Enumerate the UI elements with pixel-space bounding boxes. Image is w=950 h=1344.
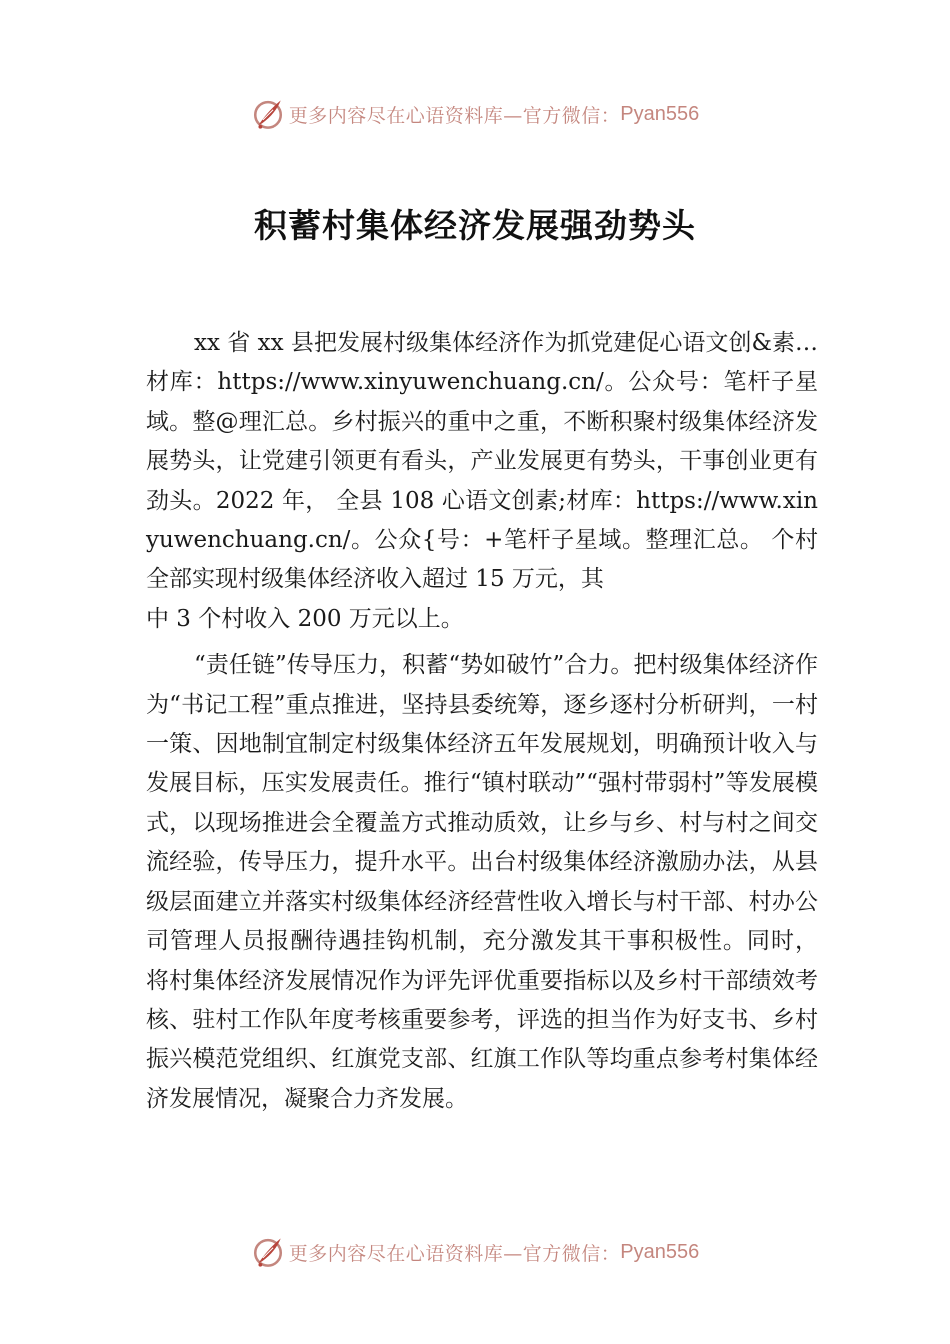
- wechat-id: Pyan556: [620, 1240, 700, 1263]
- watermark-text: 更多内容尽在心语资料库—官方微信：: [288, 104, 621, 127]
- document-body: [146, 324, 818, 1119]
- footer-watermark-banner: [0, 1232, 950, 1272]
- body-paragraph: xx 省 xx 县把发展村级集体经济作为抓党建促心语文创&素…材库：https://www.xinyuwenchuang.cn/。公众号：笔杆子星域。整@理汇总。乡村振兴的重中之重，不断积聚村级集体经济发展势头，让党建引领更有看头，产业发展更有势头，干事创业更有劲头。2022 年， 全县 108 心语文创素;材库：https://www.xinyuwenchuang.cn/。公众{号：+笔杆子星域。整理汇总。 个村全部实现村级集体经济收入超过 15 万元，其: [146, 330, 818, 593]
- document-title: 积蓄村集体经济发展强劲势头: [254, 206, 696, 245]
- quill-seal-icon: [251, 97, 285, 131]
- body-paragraph-continuation: 中 3 个村收入 200 万元以上。: [146, 605, 464, 632]
- header-watermark-banner: [0, 94, 950, 134]
- quill-seal-icon: [251, 1235, 285, 1269]
- wechat-id: Pyan556: [620, 102, 700, 125]
- body-paragraph: “责任链”传导压力，积蓄“势如破竹”合力。把村级集体经济作为“书记工程”重点推进，坚持县委统筹，逐乡逐村分析研判，一村一策、因地制宜制定村级集体经济五年发展规划，明确预计收入与发展目标，压实发展责任。推行“镇村联动”“强村带弱村”等发展模式，以现场推进会全覆盖方式推动质效，让乡与乡、村与村之间交流经验，传导压力，提升水平。出台村级集体经济激励办法，从县级层面建立并落实村级集体经济经营性收入增长与村干部、村办公司管理人员报酬待遇挂钩机制，充分激发其干事积极性。同时， 将村集体经济发展情况作为评先评优重要指标以及乡村干部绩效考核、驻村工作队年度考核重要参考，评选的担当作为好支书、乡村振兴模范党组织、红旗党支部、红旗工作队等均重点参考村集体经济发展情况，凝聚合力齐发展。: [146, 652, 818, 1112]
- watermark-text: 更多内容尽在心语资料库—官方微信：: [288, 1242, 621, 1265]
